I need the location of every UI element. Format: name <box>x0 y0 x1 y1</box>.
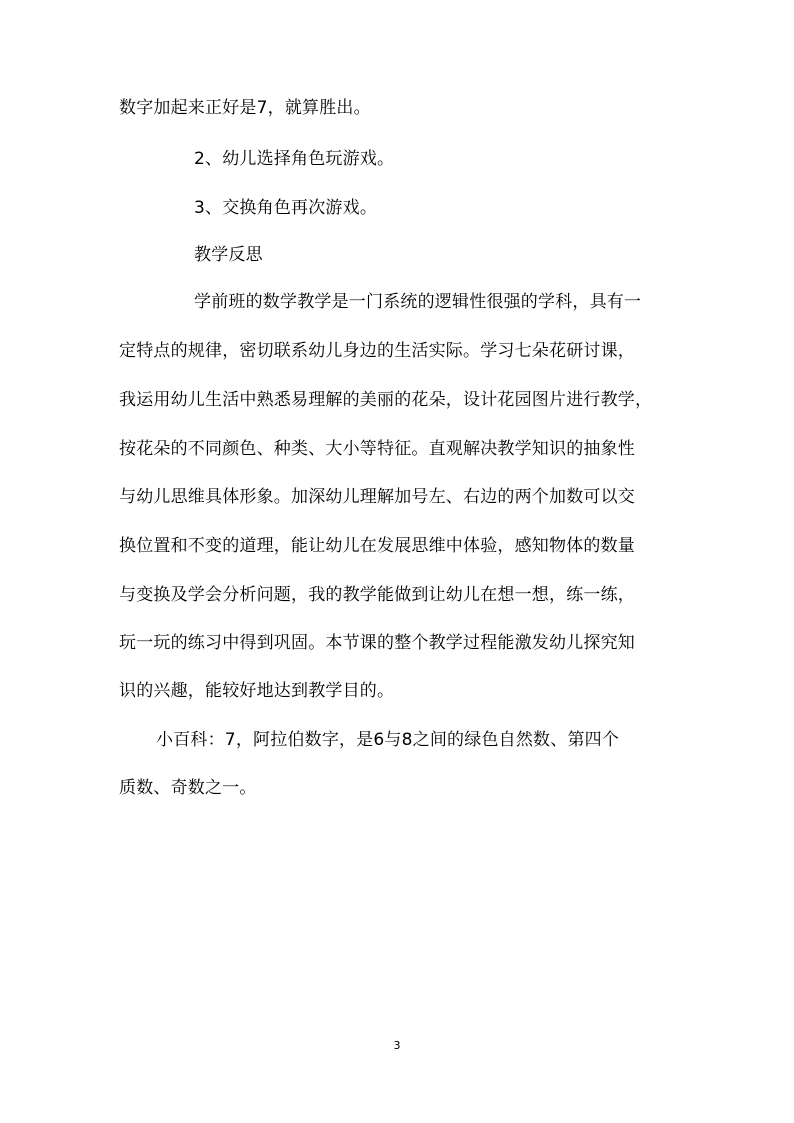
text-line-12: 玩一玩的练习中得到巩固。本节课的整个教学过程能激发幼儿探究知 <box>119 633 635 653</box>
text-line-6: 定特点的规律，密切联系幼儿身边的生活实际。学习七朵花研讨课， <box>119 341 635 361</box>
page-number: 3 <box>393 1039 401 1052</box>
text-line-7: 我运用幼儿生活中熟悉易理解的美丽的花朵，设计花园图片进行教学， <box>119 390 653 410</box>
text-line-1: 数字加起来正好是7，就算胜出。 <box>119 98 371 118</box>
text-line-11: 与变换及学会分析问题，我的教学能做到让幼儿在想一想，练一练， <box>119 585 635 605</box>
text-line-13: 识的兴趣，能较好地达到教学目的。 <box>119 681 395 701</box>
text-line-14: 小百科：7，阿拉伯数字，是6与8之间的绿色自然数、第四个 <box>156 730 620 750</box>
text-line-9: 与幼儿思维具体形象。加深幼儿理解加号左、右边的两个加数可以交 <box>119 487 635 507</box>
text-line-5: 学前班的数学教学是一门系统的逻辑性很强的学科，具有一 <box>194 292 642 312</box>
text-line-8: 按花朵的不同颜色、种类、大小等特征。直观解决教学知识的抽象性 <box>119 439 635 459</box>
text-line-3: 3、交换角色再次游戏。 <box>194 198 378 218</box>
text-line-10: 换位置和不变的道理，能让幼儿在发展思维中体验，感知物体的数量 <box>119 536 635 556</box>
section-heading: 教学反思 <box>194 245 263 265</box>
text-line-2: 2、幼儿选择角色玩游戏。 <box>194 149 395 169</box>
text-line-15: 质数、奇数之一。 <box>119 778 257 798</box>
